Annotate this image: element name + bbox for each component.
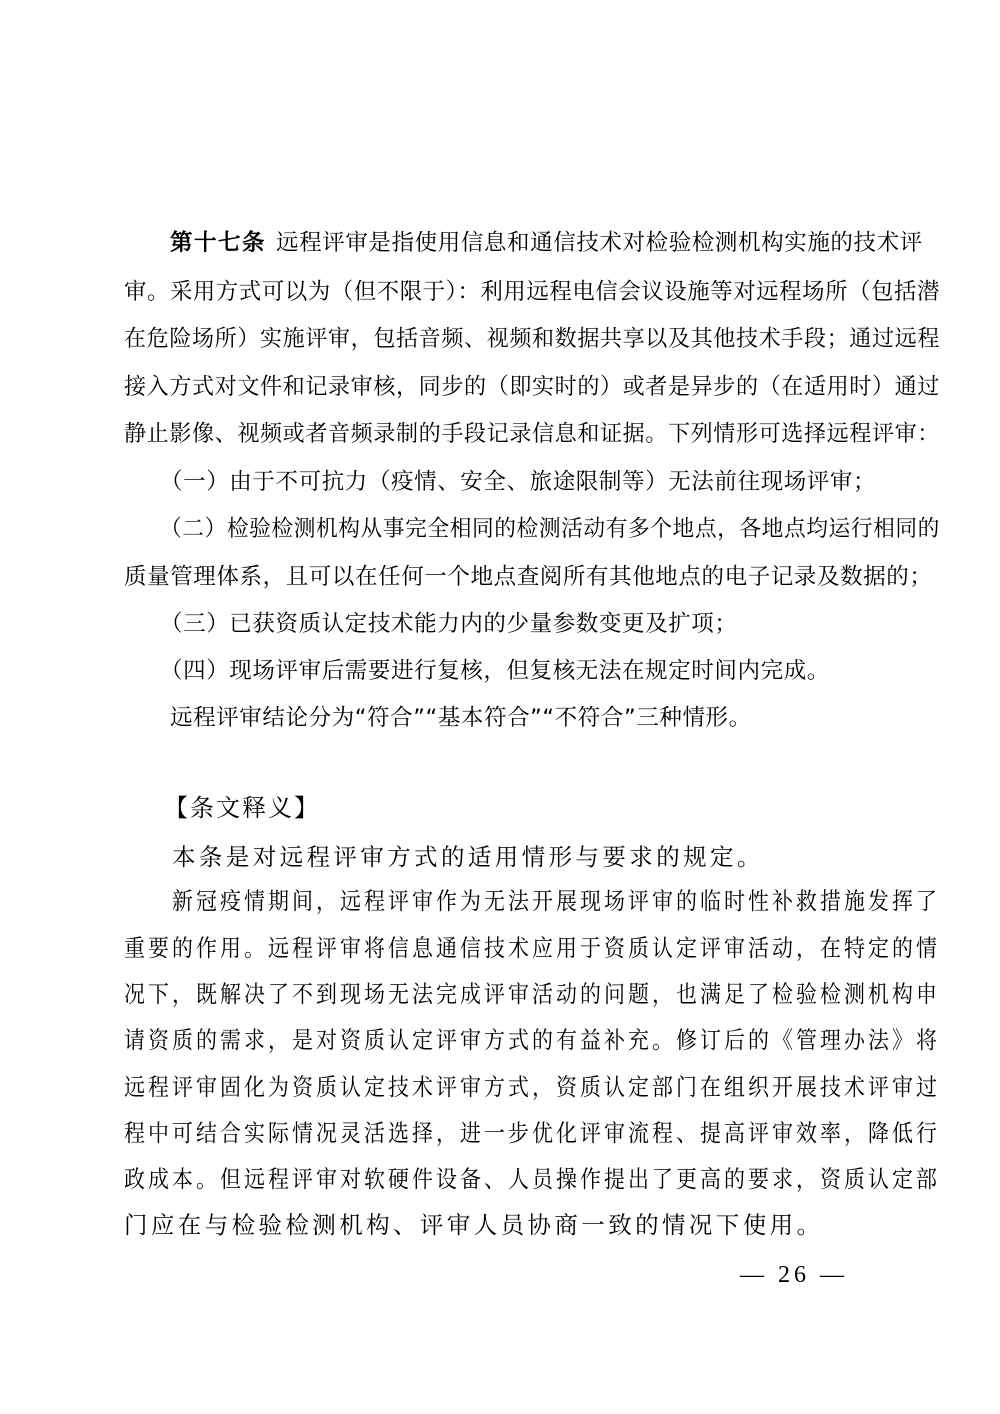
explanation-line-3: 况下，既解决了不到现场无法完成评审活动的问题，也满足了检验检测机构申 (124, 980, 941, 1008)
article-line-1: 审。采用方式可以为（但不限于）：利用远程电信会议设施等对远程场所（包括潜 (124, 279, 941, 305)
explanation-line-4: 请资质的需求，是对资质认定评审方式的有益补充。修订后的《管理办法》将 (124, 1026, 941, 1054)
explanation-line-6: 程中可结合实际情况灵活选择，进一步优化评审流程、提高评审效率，降低行 (124, 1119, 941, 1147)
article-line-8: （三）已获资质认定技术能力内的少量参数变更及扩项； (160, 611, 738, 637)
page-number: — 26 — (740, 1262, 848, 1288)
explanation-line-5: 远程评审固化为资质认定技术评审方式，资质认定部门在组织开展技术评审过 (124, 1073, 941, 1101)
article-line-4: 静止影像、视频或者音频录制的手段记录信息和证据。下列情形可选择远程评审： (124, 421, 940, 447)
article-line-10: 远程评审结论分为“符合”“基本符合”“不符合”三种情形。 (170, 705, 752, 731)
article-heading: 第十七条 (170, 230, 267, 256)
explanation-line-7: 政成本。但远程评审对软硬件设备、人员操作提出了更高的要求，资质认定部 (124, 1165, 941, 1193)
article-line-9: （四）现场评审后需要进行复核，但复核无法在规定时间内完成。 (160, 658, 830, 684)
article-line-2: 在危险场所）实施评审，包括音频、视频和数据共享以及其他技术手段；通过远程 (124, 326, 940, 352)
explanation-line-0: 本条是对远程评审方式的适用情形与要求的规定。 (172, 843, 764, 871)
explanation-line-2: 重要的作用。远程评审将信息通信技术应用于资质认定评审活动，在特定的情 (124, 934, 941, 962)
article-line-7: 质量管理体系，且可以在任何一个地点查阅所有其他地点的电子记录及数据的； (124, 564, 933, 590)
article-line-3: 接入方式对文件和记录审核，同步的（即实时的）或者是异步的（在适用时）通过 (124, 374, 940, 400)
article-text: 远程评审是指使用信息和通信技术对检验检测机构实施的技术评 (276, 230, 923, 256)
article-line-0 (170, 232, 923, 255)
explanation-line-8: 门应在与检验检测机构、评审人员协商一致的情况下使用。 (124, 1211, 824, 1239)
explanation-line-1: 新冠疫情期间，远程评审作为无法开展现场评审的临时性补救措施发挥了 (172, 887, 941, 915)
explanation-title: 【条文释义】 (164, 794, 320, 822)
article-line-5: （一）由于不可抗力（疫情、安全、旅途限制等）无法前往现场评审； (160, 469, 877, 495)
article-line-6: （二）检验检测机构从事完全相同的检测活动有多个地点，各地点均运行相同的 (160, 516, 940, 542)
